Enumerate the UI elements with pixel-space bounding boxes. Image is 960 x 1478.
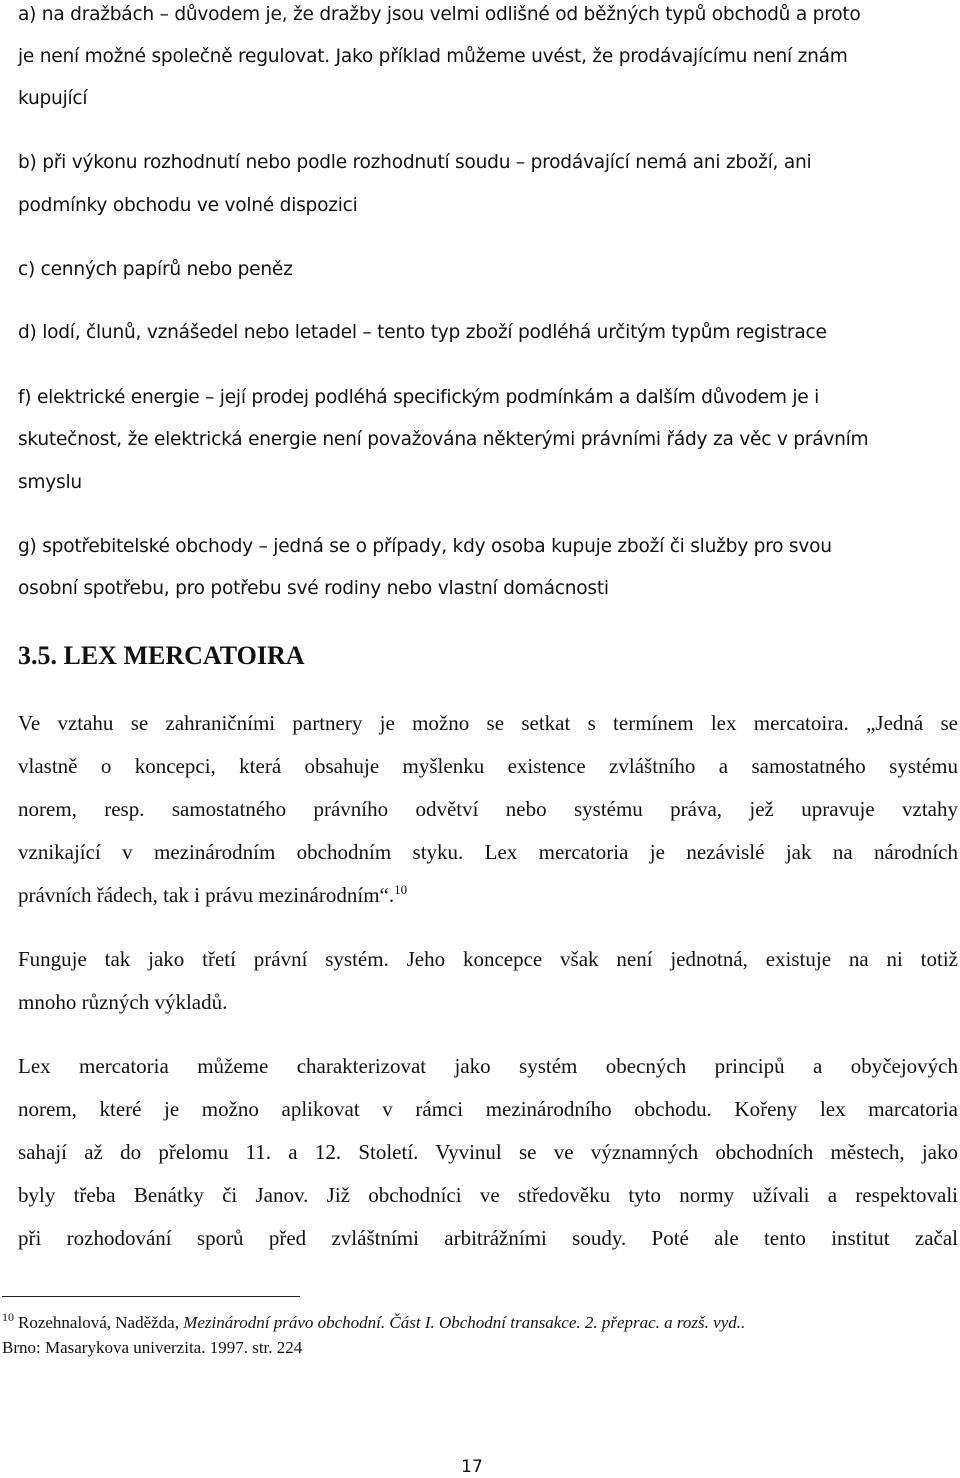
page-number: 17 bbox=[461, 1457, 483, 1477]
footnote-reference[interactable]: 10 bbox=[394, 882, 408, 897]
list-item-g-line-1: g) spotřebitelské obchody – jedná se o případy, kdy osoba kupuje zboží či služby pro svou bbox=[18, 536, 832, 557]
section-heading: 3.5. LEX MERCATOIRA bbox=[18, 641, 305, 670]
paragraph-1-line-5-text: právních řádech, tak i právu mezinárodním“. bbox=[18, 883, 395, 907]
list-item-a-line-2: je není možné společně regulovat. Jako příklad můžeme uvést, že prodávajícímu není znám bbox=[18, 46, 848, 67]
footnote-number: 10 bbox=[2, 1310, 14, 1325]
paragraph-1-line-5 bbox=[18, 883, 407, 908]
paragraph-3-line-2: norem, které je možno aplikovat v rámci mezinárodního obchodu. Kořeny lex marcatoria bbox=[18, 1097, 958, 1121]
paragraph-1-line-2: vlastně o koncepci, která obsahuje myšlenku existence zvláštního a samostatného systému bbox=[18, 754, 958, 778]
footnote-separator bbox=[2, 1296, 300, 1297]
footnote-line-2: Brno: Masarykova univerzita. 1997. str. 224 bbox=[2, 1338, 303, 1357]
footnote-author: Rozehnalová, Naděžda, bbox=[18, 1313, 179, 1332]
list-item-b-line-2: podmínky obchodu ve volné dispozici bbox=[18, 195, 358, 216]
list-item-d-line-1: d) lodí, člunů, vznášedel nebo letadel – tento typ zboží podléhá určitým typům registrace bbox=[18, 322, 827, 343]
list-item-g-line-2: osobní spotřebu, pro potřebu své rodiny nebo vlastní domácnosti bbox=[18, 578, 609, 599]
list-item-f-line-3: smyslu bbox=[18, 472, 82, 493]
paragraph-2-line-2: mnoho různých výkladů. bbox=[18, 990, 228, 1014]
paragraph-1-line-4: vznikající v mezinárodním obchodním styku. Lex mercatoria je nezávislé jak na národních bbox=[18, 840, 958, 864]
paragraph-3-line-3: sahají až do přelomu 11. a 12. Století. Vyvinul se ve významných obchodních městech, jako bbox=[18, 1140, 958, 1164]
footnote-line-1 bbox=[2, 1310, 746, 1333]
paragraph-2-line-1: Funguje tak jako třetí právní systém. Jeho koncepce však není jednotná, existuje na ni totiž bbox=[18, 947, 958, 971]
footnote-title: Mezinárodní právo obchodní. Část I. Obchodní transakce. 2. přeprac. a rozš. vyd.. bbox=[183, 1313, 746, 1332]
paragraph-3-line-5: při rozhodování sporů před zvláštními arbitrážními soudy. Poté ale tento institut začal bbox=[18, 1226, 958, 1250]
paragraph-1-line-1: Ve vztahu se zahraničními partnery je možno se setkat s termínem lex mercatoira. „Jedná se bbox=[18, 711, 958, 735]
list-item-a-line-1: a) na dražbách – důvodem je, že dražby jsou velmi odlišné od běžných typů obchodů a proto bbox=[18, 4, 861, 25]
list-item-b-line-1: b) při výkonu rozhodnutí nebo podle rozhodnutí soudu – prodávající nemá ani zboží, ani bbox=[18, 152, 812, 173]
paragraph-1-line-3: norem, resp. samostatného právního odvětví nebo systému práva, jež upravuje vztahy bbox=[18, 797, 958, 821]
list-item-f-line-2: skutečnost, že elektrická energie není považována některými právními řády za věc v právním bbox=[18, 429, 869, 450]
list-item-f-line-1: f) elektrické energie – její prodej podléhá specifickým podmínkám a dalším důvodem je i bbox=[18, 387, 820, 408]
list-item-c-line-1: c) cenných papírů nebo peněz bbox=[18, 259, 293, 280]
list-item-a-line-3: kupující bbox=[18, 88, 88, 109]
paragraph-3-line-4: byly třeba Benátky či Janov. Již obchodníci ve středověku tyto normy užívali a respektovali bbox=[18, 1183, 958, 1207]
paragraph-3-line-1: Lex mercatoria můžeme charakterizovat jako systém obecných principů a obyčejových bbox=[18, 1054, 958, 1078]
